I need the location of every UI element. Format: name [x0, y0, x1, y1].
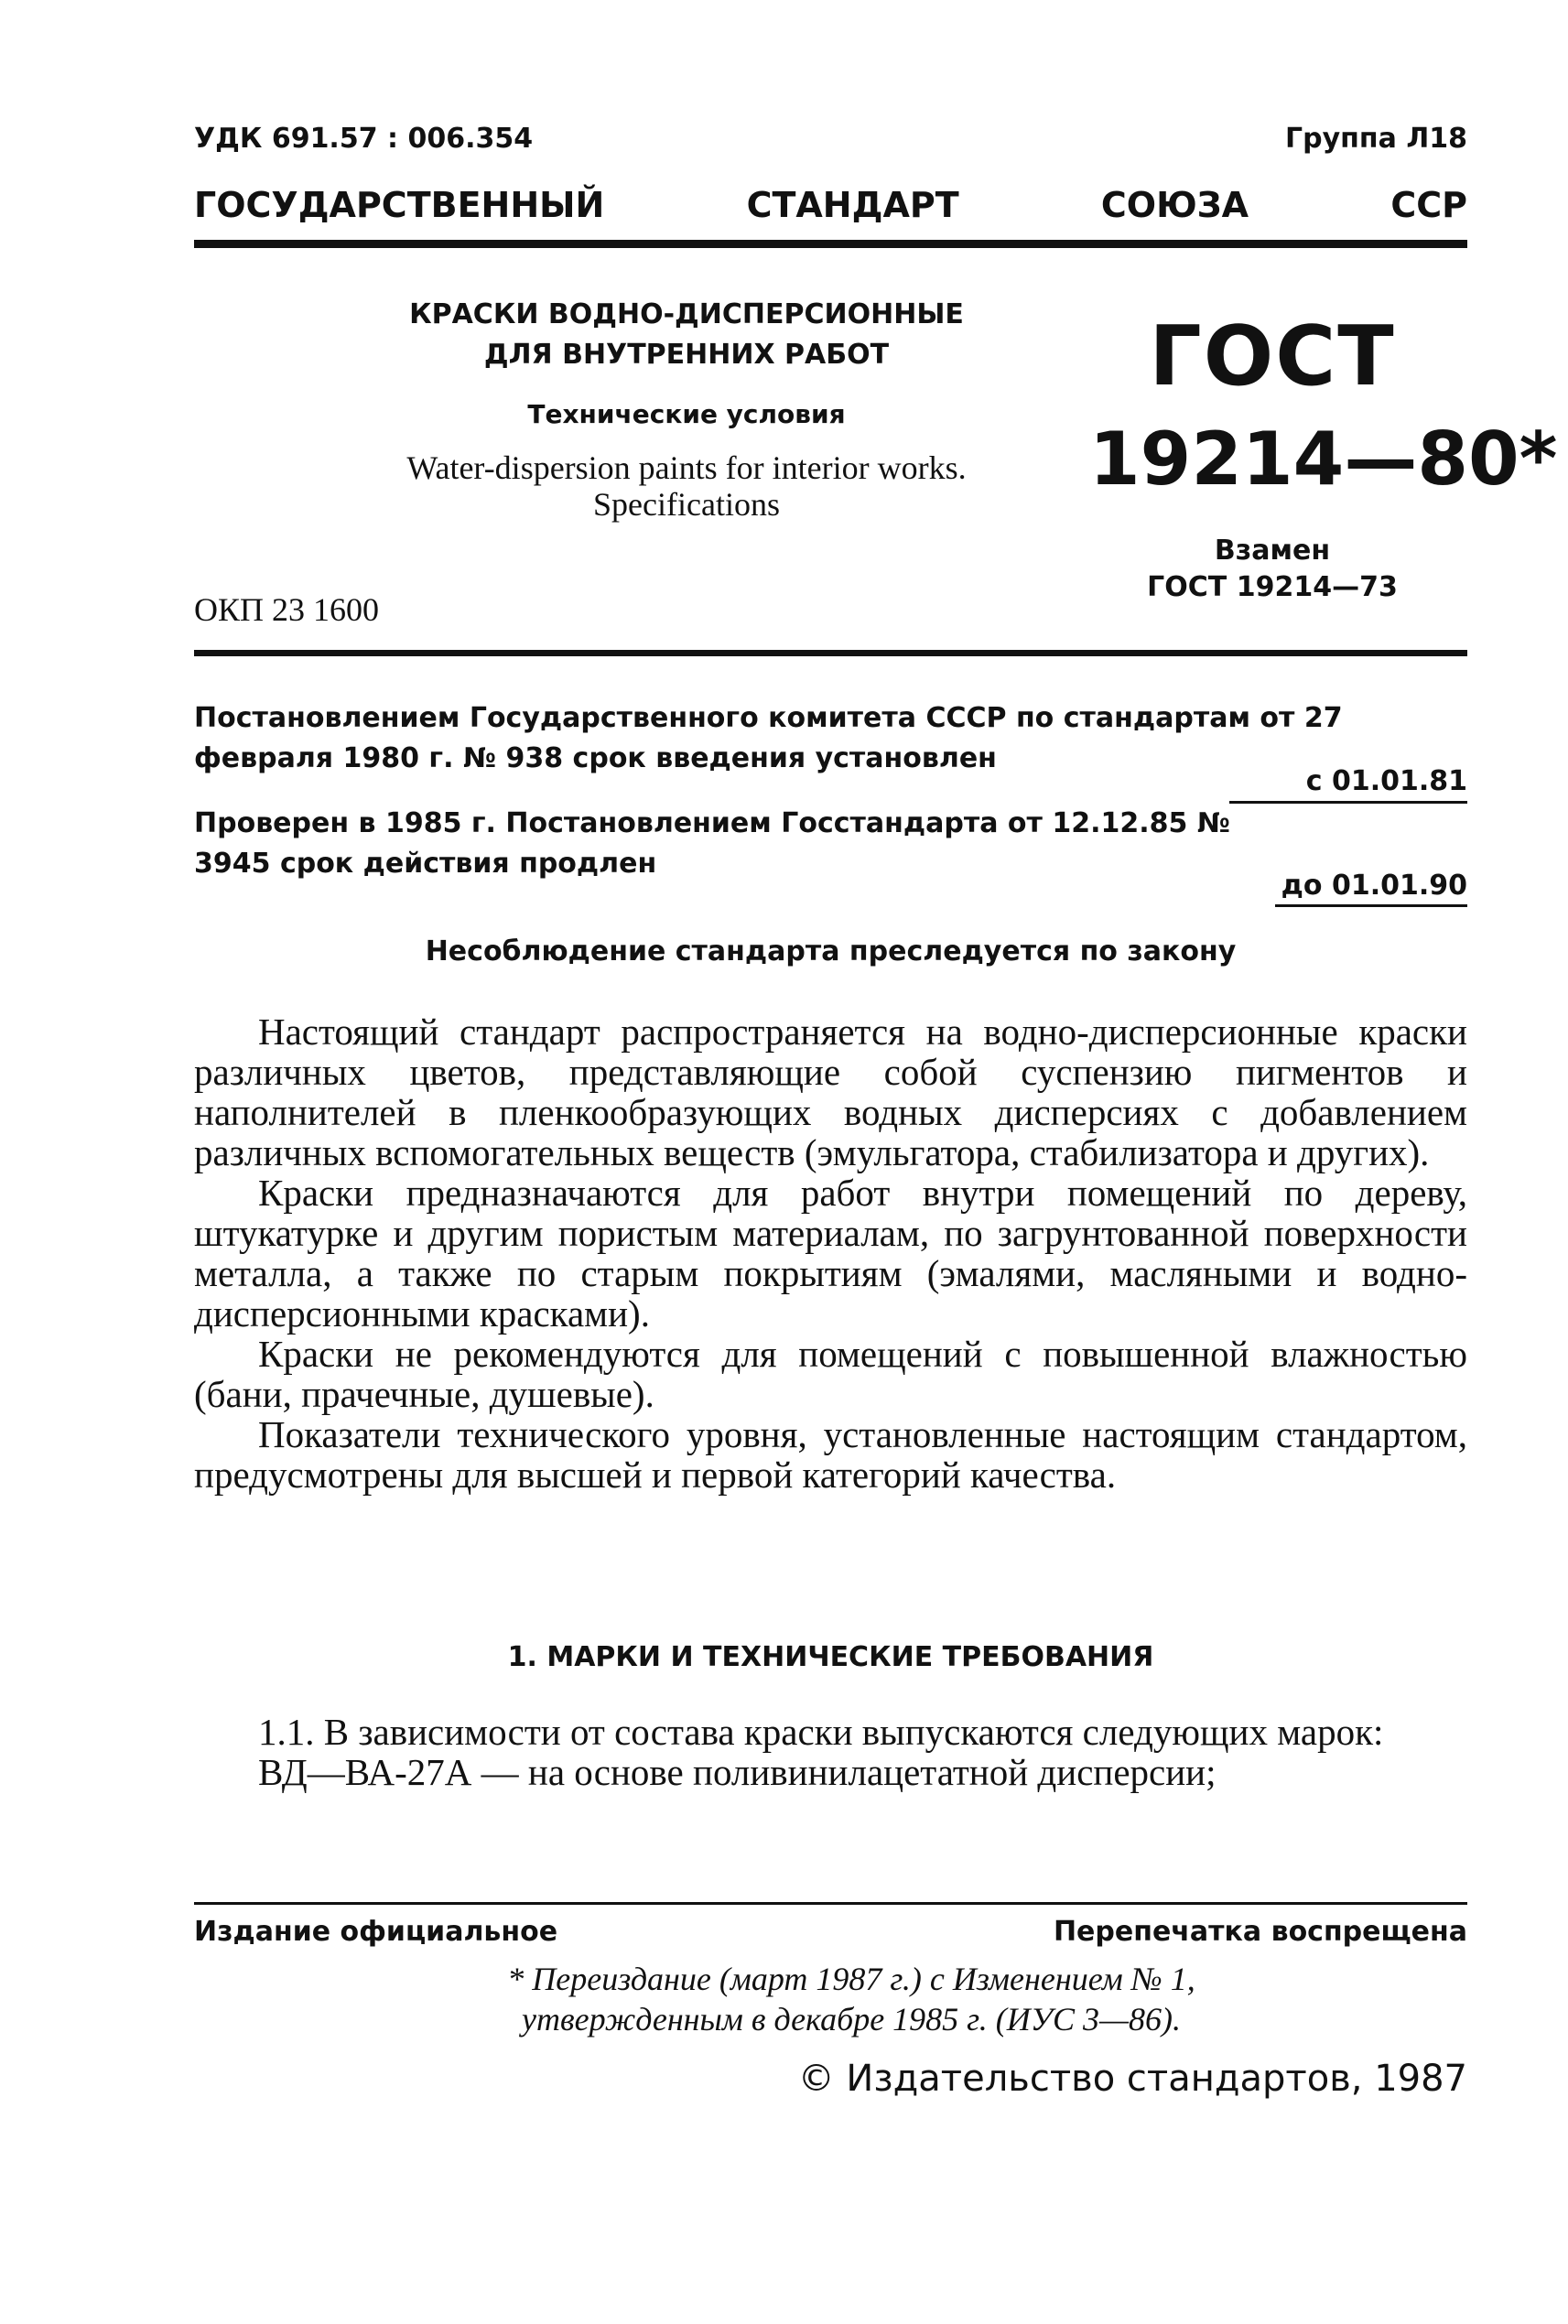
legal-notice: Несоблюдение стандарта преследуется по закону [425, 935, 1237, 967]
title-subtitle: Технические условия [527, 399, 846, 429]
title-block [348, 295, 1025, 523]
verified-text: Проверен в 1985 г. Постановлением Госстандарта от 12.12.85 № 3945 срок действия продлен [194, 807, 1230, 880]
reprint-forbidden: Перепечатка воспрещена [1053, 1916, 1467, 1948]
clause-block [194, 1712, 1467, 1792]
gost-designation [1089, 308, 1558, 606]
replace-label: Взамен [1214, 535, 1331, 567]
state-standard-word: ГОСУДАРСТВЕННЫЙ [194, 185, 605, 225]
paragraph: Краски не рекомендуются для помещений с повышенной влажностью (бани, прачечные, душевые). [194, 1333, 1467, 1415]
title-line-1: КРАСКИ ВОДНО-ДИСПЕРСИОННЫЕ [409, 298, 964, 330]
paragraph: Показатели технического уровня, установленные настоящим стандартом, предусмотрены для высшей и первой категорий качества. [194, 1413, 1467, 1496]
end-date: до 01.01.90 [1281, 870, 1467, 902]
reissue-line-2: утвержденным в декабре 1985 г. (ИУС 3—86). [522, 2001, 1181, 2038]
replace-number: ГОСТ 19214—73 [1147, 571, 1398, 603]
state-standard-word: СОЮЗА [1100, 185, 1249, 225]
header-rule [194, 240, 1467, 248]
body-text [194, 1011, 1467, 1495]
section-heading: 1. МАРКИ И ТЕХНИЧЕСКИЕ ТРЕБОВАНИЯ [507, 1641, 1154, 1673]
state-standard-word: СТАНДАРТ [746, 185, 959, 225]
state-standard-heading [194, 185, 1467, 225]
state-standard-word: ССР [1390, 185, 1467, 225]
end-date-rule [1275, 904, 1467, 907]
resolution-text: Постановлением Государственного комитета СССР по стандартам от 27 февраля 1980 г. № 938 срок введения установлен [194, 702, 1343, 774]
english-title-line-1: Water-dispersion paints for interior works. [406, 449, 967, 486]
clause-1-1: 1.1. В зависимости от состава краски выпускаются следующих марок: [258, 1711, 1384, 1753]
start-date: с 01.01.81 [1305, 765, 1467, 797]
footer-rule [194, 1902, 1467, 1905]
title-line-2: ДЛЯ ВНУТРЕННИХ РАБОТ [483, 339, 890, 371]
mark-item: ВД—ВА-27А — на основе поливинилацетатной дисперсии; [258, 1751, 1217, 1793]
reissue-note [439, 1959, 1263, 2039]
english-title-line-2: Specifications [593, 486, 780, 523]
title-rule [194, 650, 1467, 656]
okp-code: ОКП 23 1600 [194, 591, 380, 628]
official-edition: Издание официальное [194, 1916, 558, 1948]
group-code: Группа Л18 [1285, 123, 1467, 155]
udk-code: УДК 691.57 : 006.354 [194, 123, 534, 155]
gost-number: 19214—80* [1089, 416, 1558, 502]
reissue-line-1: * Переиздание (март 1987 г.) с Изменением № 1, [507, 1961, 1195, 1997]
copyright: © Издательство стандартов, 1987 [797, 2058, 1467, 2100]
paragraph: Краски предназначаются для работ внутри помещений по дереву, штукатурке и другим пористым материалам, по загрунтованной поверхности металла, а также по старым покрытиям (эмалями, масляными и водно-дисперсионными красками). [194, 1172, 1467, 1335]
gost-word: ГОСТ [1149, 308, 1396, 405]
paragraph: Настоящий стандарт распространяется на водно-дисперсионные краски различных цветов, представляющие собой суспензию пигментов и наполнителей в пленкообразующих водных дисперсиях с добавлением различных вспомогательных веществ (эмульгатора, стабилизатора и других). [194, 1011, 1467, 1173]
